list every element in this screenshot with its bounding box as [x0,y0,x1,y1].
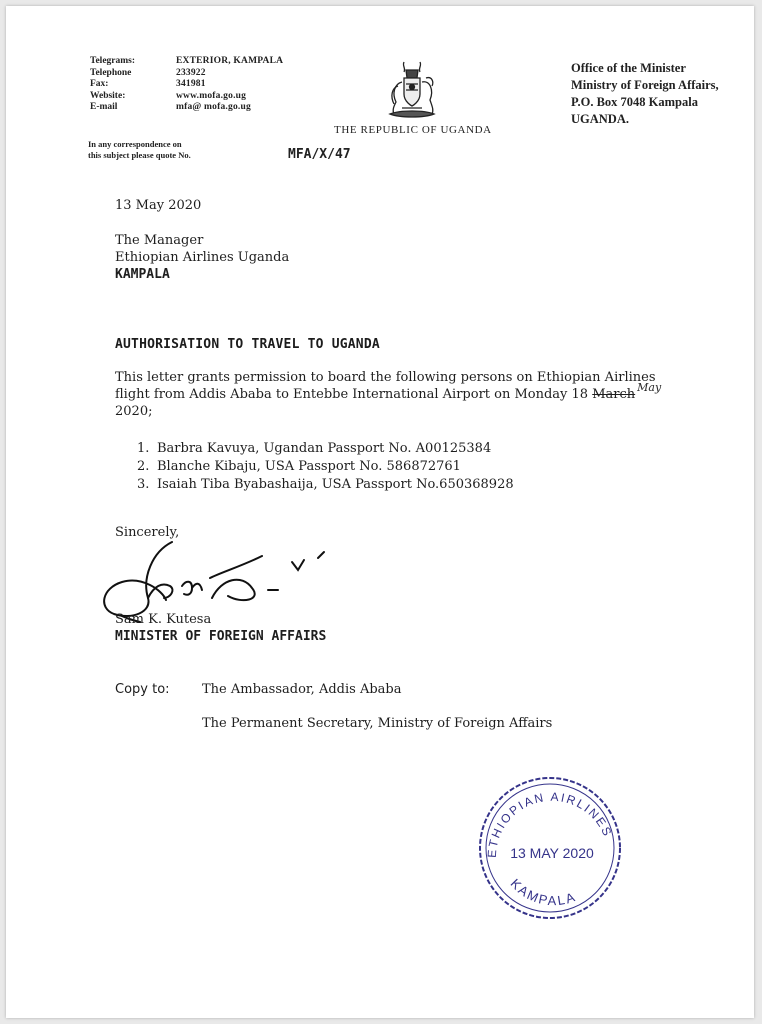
reference-number: MFA/X/47 [288,147,351,162]
signatory-name: Sam K. Kutesa [115,612,212,627]
contact-block [90,56,283,114]
quote-note: In any correspondence on this subject please quote No. [88,139,191,160]
copy-recipient: The Permanent Secretary, Ministry of Foreign Affairs [202,716,553,731]
contact-row: Telegrams: EXTERIOR, KAMPALA [90,56,284,66]
stamp-date: 13 MAY 2020 [510,845,594,861]
copy-label: Copy to: [115,682,170,697]
struck-month: March [592,387,636,402]
passenger-list [137,440,514,494]
list-item: 3. Isaiah Tiba Byabashaija, USA Passport No.650368928 [137,477,514,492]
stamp-top-text: ETHIOPIAN AIRLINES [484,789,616,859]
list-item: 2. Blanche Kibaju, USA Passport No. 586872761 [137,459,461,474]
contact-row: Website: www.mofa.go.ug [90,90,247,101]
airline-stamp [470,772,630,922]
contact-row: Telephone 233922 [90,67,206,78]
contact-row: Fax: 341981 [90,79,206,90]
republic-heading: THE REPUBLIC OF UGANDA [334,124,492,136]
coat-of-arms-icon [380,58,444,122]
signatory-title: MINISTER OF FOREIGN AFFAIRS [115,629,327,644]
contact-row: E-mail mfa@ mofa.go.ug [90,102,251,113]
office-address: Office of the Minister Ministry of Foreign Affairs, P.O. Box 7048 Kampala UGANDA. [571,61,719,126]
body-paragraph: This letter grants permission to board the following persons on Ethiopian Airlines flight from Addis Ababa to Entebbe International Airport on Monday 18 March $^{May}$ 2020; [115,370,662,419]
stamp-bottom-text: KAMPALA [507,875,579,909]
recipient-address: The Manager Ethiopian Airlines Uganda KAMPALA [115,233,290,282]
letter-subject: AUTHORISATION TO TRAVEL TO UGANDA [115,337,380,352]
copy-recipient: The Ambassador, Addis Ababa [202,682,402,697]
list-item: 1. Barbra Kavuya, Ugandan Passport No. A00125384 [137,441,492,456]
handwritten-correction: May [637,381,662,394]
letter-date: 13 May 2020 [115,198,202,213]
closing: Sincerely, [115,525,180,540]
